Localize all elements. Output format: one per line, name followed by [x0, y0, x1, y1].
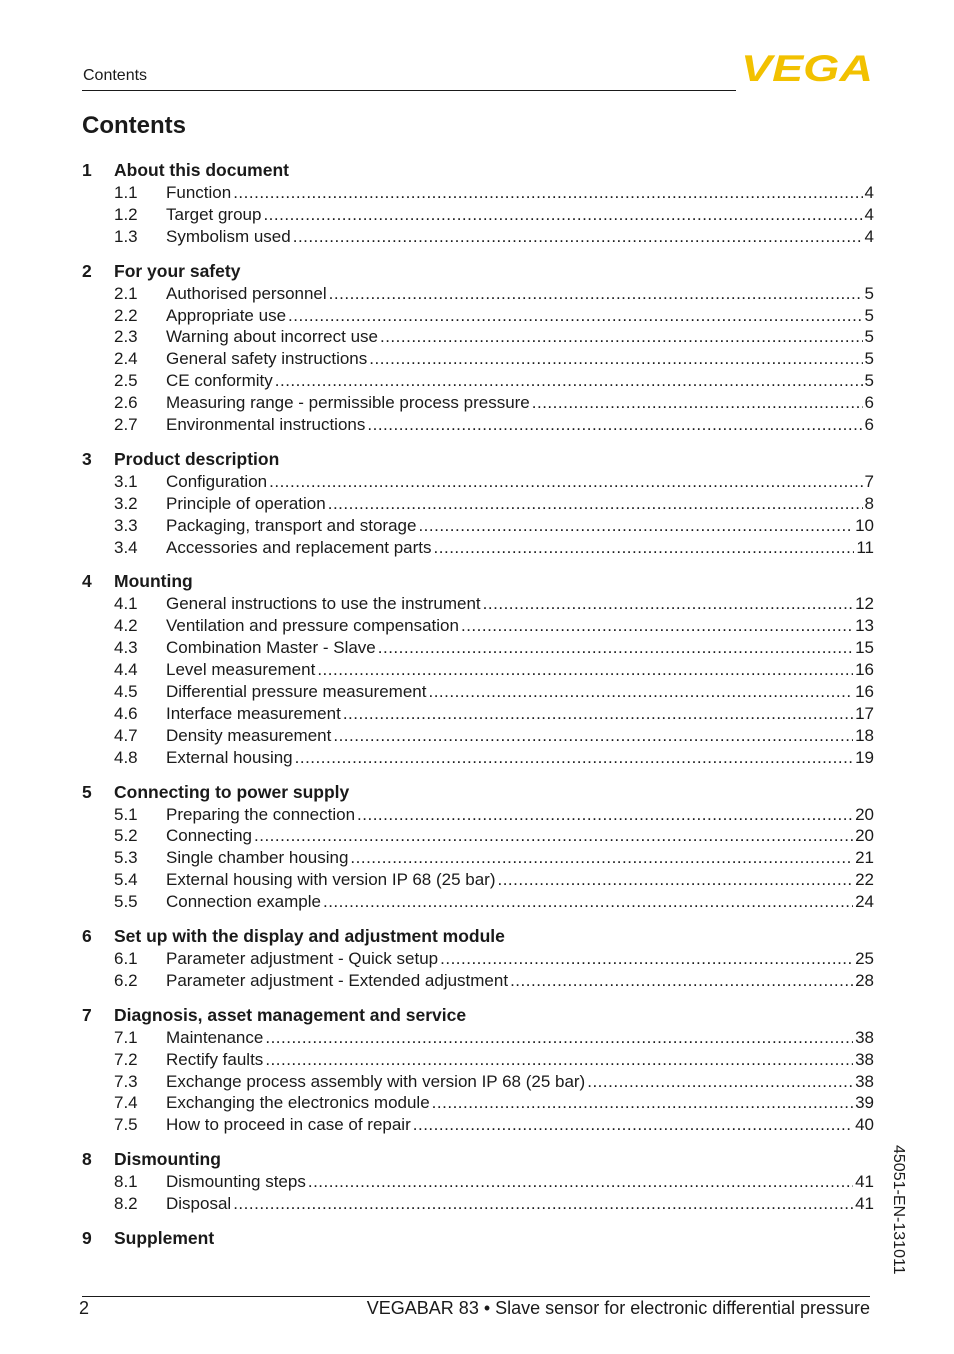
section-title: Set up with the display and adjustment module	[114, 926, 505, 947]
toc-entry[interactable]	[82, 305, 874, 327]
section-number: 7	[82, 1004, 92, 1025]
entry-title: General safety instructions	[166, 349, 368, 369]
entry-title: Maintenance	[166, 1027, 264, 1047]
section-title: For your safety	[114, 260, 241, 281]
entry-number: 1.3	[114, 226, 138, 246]
entry-number: 7.2	[114, 1049, 138, 1069]
footer-page-number: 2	[79, 1298, 90, 1318]
toc-entry[interactable]	[82, 1049, 874, 1071]
entry-page-number: 38	[855, 1071, 874, 1091]
entry-title: External housing	[166, 747, 293, 767]
vega-logo-text: VEGA	[741, 53, 873, 83]
entry-page-number: 5	[864, 371, 874, 391]
toc-entry[interactable]	[82, 326, 874, 348]
entry-number: 1.1	[114, 182, 138, 202]
entry-title: Interface measurement	[166, 703, 341, 723]
entry-page-number: 6	[864, 393, 874, 413]
toc-section	[82, 925, 874, 992]
dot-leader	[378, 638, 853, 658]
entry-title: Measuring range - permissible process pressure	[166, 393, 530, 413]
entry-number: 4.6	[114, 703, 138, 723]
dot-leader	[328, 494, 863, 514]
entry-page-number: 8	[864, 493, 874, 513]
dot-leader	[317, 660, 853, 680]
entry-page-number: 4	[864, 226, 874, 246]
dot-leader	[434, 538, 855, 558]
entry-title: Exchanging the electronics module	[166, 1093, 430, 1113]
toc-entry[interactable]	[82, 891, 874, 913]
entry-number: 4.5	[114, 681, 138, 701]
toc-section-heading[interactable]	[82, 781, 874, 804]
dot-leader	[380, 327, 863, 347]
entry-number: 8.1	[114, 1172, 138, 1192]
toc-entry[interactable]	[82, 204, 874, 226]
entry-title: Configuration	[166, 471, 268, 491]
entry-number: 2.3	[114, 327, 138, 347]
entry-title: Dismounting steps	[166, 1172, 306, 1192]
section-number: 9	[82, 1228, 92, 1249]
entry-page-number: 10	[855, 515, 874, 535]
dot-leader	[497, 870, 853, 890]
dot-leader	[357, 805, 853, 825]
dot-leader	[308, 1172, 853, 1192]
toc-entry[interactable]	[82, 948, 874, 970]
entry-title: Packaging, transport and storage	[166, 515, 417, 535]
toc-section	[82, 448, 874, 559]
section-title: Product description	[114, 448, 280, 469]
entry-number: 4.2	[114, 616, 138, 636]
entry-number: 5.1	[114, 804, 138, 824]
entry-title: Density measurement	[166, 725, 332, 745]
entry-number: 4.7	[114, 725, 138, 745]
entry-page-number: 19	[855, 747, 874, 767]
toc-entry[interactable]	[82, 493, 874, 515]
entry-page-number: 5	[864, 349, 874, 369]
entry-number: 2.1	[114, 283, 138, 303]
entry-title: Environmental instructions	[166, 414, 366, 434]
entry-page-number: 20	[855, 804, 874, 824]
dot-leader	[265, 1028, 853, 1048]
entry-number: 4.1	[114, 594, 138, 614]
toc-entry[interactable]	[82, 537, 874, 559]
dot-leader	[269, 472, 862, 492]
dot-leader	[343, 704, 853, 724]
entry-number: 5.5	[114, 892, 138, 912]
entry-number: 5.4	[114, 870, 138, 890]
entry-title: Target group	[166, 204, 262, 224]
dot-leader	[233, 183, 862, 203]
entry-page-number: 40	[855, 1115, 874, 1135]
toc-entry[interactable]	[82, 825, 874, 847]
toc-entry[interactable]	[82, 1093, 874, 1115]
toc-section-heading[interactable]	[82, 1004, 874, 1027]
entry-title: Exchange process assembly with version IP 68 (25 bar)	[166, 1071, 586, 1091]
toc-entry[interactable]	[82, 182, 874, 204]
entry-page-number: 20	[855, 826, 874, 846]
toc-entry[interactable]	[82, 515, 874, 537]
dot-leader	[418, 516, 853, 536]
entry-number: 4.4	[114, 660, 138, 680]
toc-section	[82, 1227, 874, 1250]
entry-page-number: 5	[864, 305, 874, 325]
section-number: 5	[82, 781, 92, 802]
section-title: About this document	[114, 160, 289, 180]
toc-entry[interactable]	[82, 637, 874, 659]
entry-page-number: 5	[864, 327, 874, 347]
dot-leader	[293, 227, 863, 247]
entry-title: Connecting	[166, 826, 253, 846]
entry-page-number: 41	[855, 1194, 874, 1214]
section-title: Supplement	[114, 1228, 215, 1249]
toc-section	[82, 1148, 874, 1215]
entry-number: 3.2	[114, 493, 138, 513]
toc-section-heading[interactable]	[82, 570, 874, 593]
section-number: 8	[82, 1149, 92, 1170]
entry-title: Disposal	[166, 1194, 232, 1214]
toc-entry[interactable]	[82, 703, 874, 725]
toc-section	[82, 159, 874, 248]
entry-page-number: 13	[855, 616, 874, 636]
toc-entry[interactable]	[82, 370, 874, 392]
entry-title: Accessories and replacement parts	[166, 537, 432, 557]
dot-leader	[275, 371, 863, 391]
entry-number: 7.4	[114, 1093, 138, 1113]
toc-section-heading[interactable]	[82, 159, 874, 182]
section-title: Mounting	[114, 571, 193, 592]
entry-number: 2.6	[114, 393, 138, 413]
section-title: Diagnosis, asset management and service	[114, 1004, 467, 1025]
dot-leader	[288, 306, 863, 326]
entry-page-number: 4	[864, 204, 874, 224]
entry-page-number: 38	[855, 1027, 874, 1047]
entry-title: How to proceed in case of repair	[166, 1115, 411, 1135]
dot-leader	[254, 826, 853, 846]
dot-leader	[532, 393, 863, 413]
entry-title: Principle of operation	[166, 493, 326, 513]
entry-number: 2.4	[114, 349, 138, 369]
toc-section-heading[interactable]	[82, 1148, 874, 1171]
entry-number: 6.1	[114, 948, 138, 968]
entry-page-number: 11	[856, 537, 874, 557]
dot-leader	[333, 726, 853, 746]
footer-product-title: VEGABAR 83 • Slave sensor for electronic differential pressure	[366, 1298, 870, 1318]
header-label: Contents	[83, 67, 148, 84]
toc-entry[interactable]	[82, 471, 874, 493]
toc-entry[interactable]	[82, 804, 874, 826]
entry-page-number: 12	[855, 594, 874, 614]
entry-number: 3.3	[114, 515, 138, 535]
table-of-contents	[82, 159, 874, 1262]
dot-leader	[440, 949, 853, 969]
entry-number: 8.2	[114, 1194, 138, 1214]
section-number: 6	[82, 926, 92, 947]
entry-number: 4.3	[114, 638, 138, 658]
entry-title: Differential pressure measurement	[166, 681, 427, 701]
entry-title: Warning about incorrect use	[166, 327, 378, 347]
entry-page-number: 18	[855, 725, 874, 745]
page-title: Contents	[82, 112, 186, 139]
entry-number: 5.3	[114, 848, 138, 868]
toc-entry[interactable]	[82, 681, 874, 703]
vega-logo	[741, 53, 873, 83]
entry-title: General instructions to use the instrument	[166, 594, 481, 614]
toc-section	[82, 570, 874, 768]
toc-section-heading[interactable]	[82, 260, 874, 283]
document-code: 45051-EN-131011	[890, 1145, 907, 1275]
toc-entry[interactable]	[82, 1193, 874, 1215]
entry-page-number: 17	[855, 703, 874, 723]
entry-number: 4.8	[114, 747, 138, 767]
dot-leader	[461, 616, 853, 636]
entry-page-number: 6	[864, 414, 874, 434]
entry-number: 6.2	[114, 970, 138, 990]
entry-title: Ventilation and pressure compensation	[166, 616, 459, 636]
toc-entry[interactable]	[82, 1171, 874, 1193]
dot-leader	[432, 1093, 853, 1113]
entry-page-number: 22	[855, 870, 874, 890]
entry-title: Rectify faults	[166, 1049, 264, 1069]
toc-entry[interactable]	[82, 659, 874, 681]
toc-entry[interactable]	[82, 615, 874, 637]
entry-number: 3.4	[114, 537, 138, 557]
toc-entry[interactable]	[82, 869, 874, 891]
entry-title: Appropriate use	[166, 305, 287, 325]
toc-section-heading[interactable]	[82, 448, 874, 471]
entry-title: Preparing the connection	[166, 804, 356, 824]
toc-section	[82, 260, 874, 436]
entry-title: CE conformity	[166, 371, 273, 391]
dot-leader	[369, 349, 862, 369]
entry-page-number: 38	[855, 1049, 874, 1069]
entry-number: 2.2	[114, 305, 138, 325]
entry-number: 3.1	[114, 471, 138, 491]
section-number: 1	[82, 160, 92, 180]
entry-title: Symbolism used	[166, 226, 291, 246]
entry-title: Parameter adjustment - Quick setup	[166, 948, 439, 968]
entry-page-number: 21	[855, 848, 874, 868]
toc-entry[interactable]	[82, 1071, 874, 1093]
footer-rule	[82, 1296, 870, 1297]
entry-page-number: 7	[864, 471, 874, 491]
header-rule	[82, 90, 736, 91]
entry-page-number: 5	[864, 283, 874, 303]
toc-entry[interactable]	[82, 1027, 874, 1049]
toc-entry[interactable]	[82, 283, 874, 305]
toc-section-heading[interactable]	[82, 1227, 874, 1250]
entry-number: 7.3	[114, 1071, 138, 1091]
entry-number: 7.5	[114, 1115, 138, 1135]
dot-leader	[483, 594, 853, 614]
toc-entry[interactable]	[82, 348, 874, 370]
toc-entry[interactable]	[82, 392, 874, 414]
dot-leader	[265, 1050, 853, 1070]
entry-page-number: 16	[855, 681, 874, 701]
section-title: Dismounting	[114, 1149, 221, 1170]
dot-leader	[263, 205, 862, 225]
entry-number: 2.7	[114, 414, 138, 434]
toc-entry[interactable]	[82, 747, 874, 769]
dot-leader	[329, 284, 863, 304]
entry-number: 2.5	[114, 371, 138, 391]
entry-title: Combination Master - Slave	[166, 638, 376, 658]
dot-leader	[367, 415, 862, 435]
dot-leader	[323, 892, 853, 912]
entry-title: Connection example	[166, 892, 321, 912]
entry-title: Authorised personnel	[166, 283, 327, 303]
dot-leader	[510, 971, 853, 991]
toc-section	[82, 1004, 874, 1136]
entry-page-number: 16	[855, 660, 874, 680]
entry-title: Single chamber housing	[166, 848, 349, 868]
dot-leader	[233, 1194, 853, 1214]
entry-number: 7.1	[114, 1027, 138, 1047]
entry-number: 5.2	[114, 826, 138, 846]
section-number: 2	[82, 260, 92, 281]
toc-entry[interactable]	[82, 414, 874, 436]
section-number: 3	[82, 448, 92, 469]
entry-page-number: 41	[855, 1172, 874, 1192]
dot-leader	[295, 748, 853, 768]
toc-entry[interactable]	[82, 847, 874, 869]
entry-page-number: 39	[855, 1093, 874, 1113]
entry-page-number: 15	[855, 638, 874, 658]
entry-page-number: 24	[855, 892, 874, 912]
entry-title: Level measurement	[166, 660, 316, 680]
entry-title: Function	[166, 182, 232, 202]
entry-title: External housing with version IP 68 (25 bar)	[166, 870, 496, 890]
entry-page-number: 25	[855, 948, 874, 968]
section-number: 4	[82, 571, 92, 592]
section-title: Connecting to power supply	[114, 781, 350, 802]
entry-page-number: 28	[855, 970, 874, 990]
entry-number: 1.2	[114, 204, 138, 224]
dot-leader	[350, 848, 853, 868]
toc-entry[interactable]	[82, 1114, 874, 1136]
dot-leader	[587, 1072, 853, 1092]
toc-section	[82, 781, 874, 913]
dot-leader	[413, 1115, 853, 1135]
toc-entry[interactable]	[82, 593, 874, 615]
toc-section-heading[interactable]	[82, 925, 874, 948]
entry-title: Parameter adjustment - Extended adjustment	[166, 970, 509, 990]
entry-page-number: 4	[864, 182, 874, 202]
toc-entry[interactable]	[82, 725, 874, 747]
dot-leader	[428, 682, 853, 702]
toc-entry[interactable]	[82, 226, 874, 248]
toc-entry[interactable]	[82, 970, 874, 992]
